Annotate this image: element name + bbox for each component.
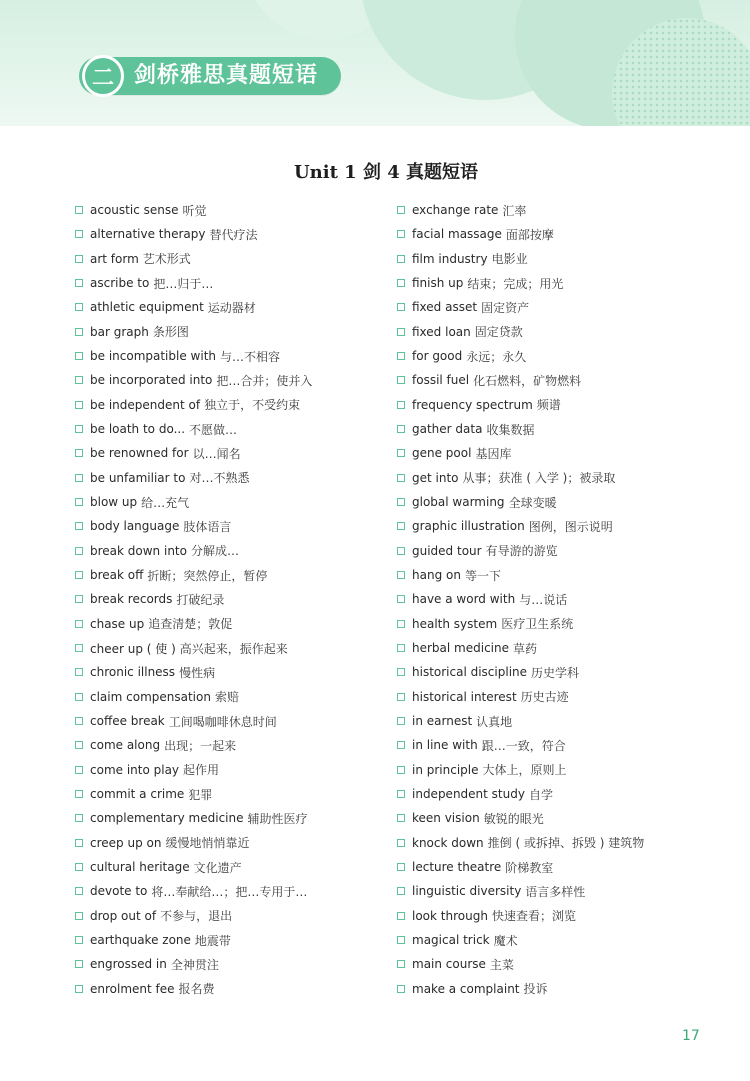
phrase-chinese: 基因库 xyxy=(475,446,512,461)
phrase-item xyxy=(75,222,385,246)
phrase-chinese: 面部按摩 xyxy=(505,227,554,242)
phrase-chinese: 高兴起来，振作起来 xyxy=(179,641,288,656)
checkbox-icon[interactable] xyxy=(397,668,405,676)
checkbox-icon[interactable] xyxy=(75,547,83,555)
phrase-item xyxy=(397,806,727,830)
checkbox-icon[interactable] xyxy=(397,279,405,287)
phrase-chinese: 永远；永久 xyxy=(466,349,527,364)
section-number-badge: 二 xyxy=(82,55,124,97)
phrase-item xyxy=(397,320,727,344)
phrase-english: art form xyxy=(90,251,139,266)
phrase-english: be loath to do... xyxy=(90,422,186,437)
checkbox-icon[interactable] xyxy=(397,960,405,968)
phrase-chinese: 固定贷款 xyxy=(474,325,523,340)
checkbox-icon[interactable] xyxy=(75,766,83,774)
phrase-english: get into xyxy=(412,470,459,485)
phrase-list-left xyxy=(75,198,385,1001)
phrase-chinese: 全球变暖 xyxy=(508,495,557,510)
phrase-english: gene pool xyxy=(412,446,472,461)
phrase-chinese: 把…合并；使并入 xyxy=(216,373,313,388)
checkbox-icon[interactable] xyxy=(397,522,405,530)
phrase-chinese: 图例，图示说明 xyxy=(528,519,613,534)
phrase-chinese: 不参与，退出 xyxy=(160,909,233,924)
phrase-item xyxy=(397,271,727,295)
phrase-item xyxy=(75,320,385,344)
phrase-chinese: 以…闻名 xyxy=(192,446,241,461)
phrase-item xyxy=(75,831,385,855)
checkbox-icon[interactable] xyxy=(397,474,405,482)
phrase-chinese: 收集数据 xyxy=(486,422,535,437)
phrase-english: exchange rate xyxy=(412,203,499,218)
phrase-chinese: 折断；突然停止，暂停 xyxy=(147,568,268,583)
phrase-english: complementary medicine xyxy=(90,811,244,826)
phrase-english: claim compensation xyxy=(90,689,211,704)
phrase-english: coffee break xyxy=(90,714,165,729)
checkbox-icon[interactable] xyxy=(397,352,405,360)
checkbox-icon[interactable] xyxy=(397,620,405,628)
phrase-english: body language xyxy=(90,519,180,534)
checkbox-icon[interactable] xyxy=(75,839,83,847)
phrase-item xyxy=(75,563,385,587)
phrase-chinese: 缓慢地悄悄靠近 xyxy=(165,836,250,851)
checkbox-icon[interactable] xyxy=(397,206,405,214)
phrase-english: for good xyxy=(412,349,463,364)
phrase-item xyxy=(75,733,385,757)
phrase-chinese: 起作用 xyxy=(183,763,220,778)
checkbox-icon[interactable] xyxy=(75,230,83,238)
checkbox-icon[interactable] xyxy=(397,571,405,579)
checkbox-icon[interactable] xyxy=(75,814,83,822)
checkbox-icon[interactable] xyxy=(75,352,83,360)
phrase-chinese: 历史古迹 xyxy=(520,690,569,705)
checkbox-icon[interactable] xyxy=(75,425,83,433)
phrase-english: magical trick xyxy=(412,933,490,947)
phrase-chinese: 推倒 ( 或拆掉、拆毁 ) 建筑物 xyxy=(487,836,645,851)
phrase-item xyxy=(397,952,727,976)
phrase-item xyxy=(75,904,385,928)
phrase-chinese: 听觉 xyxy=(182,203,207,218)
phrase-item xyxy=(75,612,385,636)
phrase-english: acoustic sense xyxy=(90,203,179,218)
phrase-english: finish up xyxy=(412,276,464,291)
phrase-item xyxy=(397,831,727,855)
phrase-english: chronic illness xyxy=(90,665,176,680)
phrase-chinese: 化石燃料，矿物燃料 xyxy=(473,373,582,388)
checkbox-icon[interactable] xyxy=(397,741,405,749)
phrase-item xyxy=(397,685,727,709)
phrase-chinese: 等一下 xyxy=(464,568,501,583)
phrase-item xyxy=(397,198,727,222)
unit-heading: Unit 1 剑 4 真题短语 xyxy=(293,162,479,183)
phrase-english: come into play xyxy=(90,762,180,777)
phrase-english: be incompatible with xyxy=(90,349,216,364)
phrase-english: health system xyxy=(412,616,498,631)
phrase-item xyxy=(397,709,727,733)
phrase-chinese: 频谱 xyxy=(536,398,561,413)
phrase-item xyxy=(397,587,727,611)
checkbox-icon[interactable] xyxy=(75,887,83,895)
phrase-chinese: 条形图 xyxy=(152,325,189,340)
phrase-chinese: 与…说话 xyxy=(519,592,568,607)
checkbox-icon[interactable] xyxy=(397,644,405,652)
checkbox-icon[interactable] xyxy=(75,790,83,798)
phrase-chinese: 魔术 xyxy=(493,933,518,948)
phrase-chinese: 电影业 xyxy=(491,252,528,267)
phrase-list-right xyxy=(397,198,727,1001)
phrase-english: break off xyxy=(90,568,144,583)
phrase-item xyxy=(397,539,727,563)
checkbox-icon[interactable] xyxy=(397,449,405,457)
checkbox-icon[interactable] xyxy=(75,693,83,701)
phrase-item xyxy=(75,685,385,709)
checkbox-icon[interactable] xyxy=(75,960,83,968)
phrase-item xyxy=(397,660,727,684)
phrase-english: fixed loan xyxy=(412,324,471,339)
phrase-english: be independent of xyxy=(90,397,201,412)
phrase-item xyxy=(397,563,727,587)
phrase-english: earthquake zone xyxy=(90,933,191,947)
phrase-item xyxy=(397,222,727,246)
phrase-chinese: 索赔 xyxy=(214,690,239,705)
checkbox-icon[interactable] xyxy=(75,912,83,920)
phrase-english: historical interest xyxy=(412,689,517,704)
phrase-english: break records xyxy=(90,592,173,607)
checkbox-icon[interactable] xyxy=(397,790,405,798)
phrase-chinese: 慢性病 xyxy=(179,665,216,680)
phrase-english: chase up xyxy=(90,616,145,631)
phrase-item xyxy=(397,368,727,392)
page-number: 17 xyxy=(682,1028,700,1044)
checkbox-icon[interactable] xyxy=(75,595,83,603)
phrase-chinese: 辅助性医疗 xyxy=(247,811,308,826)
checkbox-icon[interactable] xyxy=(397,547,405,555)
phrase-english: main course xyxy=(412,957,486,972)
checkbox-icon[interactable] xyxy=(397,425,405,433)
phrase-chinese: 打破纪录 xyxy=(176,592,225,607)
phrase-chinese: 不愿做… xyxy=(189,422,238,437)
phrase-item xyxy=(75,441,385,465)
phrase-chinese: 历史学科 xyxy=(531,665,580,680)
phrase-chinese: 主菜 xyxy=(489,957,514,972)
phrase-english: frequency spectrum xyxy=(412,397,533,412)
phrase-item xyxy=(75,928,385,952)
checkbox-icon[interactable] xyxy=(397,328,405,336)
phrase-item xyxy=(397,879,727,903)
phrase-english: historical discipline xyxy=(412,665,528,680)
phrase-english: graphic illustration xyxy=(412,519,525,534)
phrase-item xyxy=(75,539,385,563)
checkbox-icon[interactable] xyxy=(397,595,405,603)
phrase-item xyxy=(397,490,727,514)
phrase-english: fixed asset xyxy=(412,300,478,315)
phrase-english: in principle xyxy=(412,762,479,777)
checkbox-icon[interactable] xyxy=(397,863,405,871)
phrase-chinese: 替代疗法 xyxy=(209,227,258,242)
checkbox-icon[interactable] xyxy=(397,766,405,774)
phrase-item xyxy=(75,587,385,611)
phrase-english: knock down xyxy=(412,835,484,850)
phrase-chinese: 分解成… xyxy=(190,544,239,559)
phrase-item xyxy=(397,977,727,1001)
phrase-item xyxy=(397,295,727,319)
phrase-chinese: 跟…一致，符合 xyxy=(481,738,566,753)
phrase-chinese: 犯罪 xyxy=(188,787,213,802)
phrase-item xyxy=(75,295,385,319)
phrase-english: enrolment fee xyxy=(90,981,175,996)
phrase-item xyxy=(397,733,727,757)
phrase-chinese: 固定资产 xyxy=(481,300,530,315)
phrase-chinese: 投诉 xyxy=(523,982,548,997)
phrase-chinese: 地震带 xyxy=(194,933,231,948)
checkbox-icon[interactable] xyxy=(75,498,83,506)
phrase-english: cultural heritage xyxy=(90,860,190,875)
header-banner xyxy=(0,0,750,126)
phrase-english: be unfamiliar to xyxy=(90,470,186,485)
phrase-english: athletic equipment xyxy=(90,300,204,315)
phrase-chinese: 文化遗产 xyxy=(193,860,242,875)
phrase-item xyxy=(397,393,727,417)
phrase-english: come along xyxy=(90,738,161,753)
checkbox-icon[interactable] xyxy=(75,279,83,287)
phrase-chinese: 独立于，不受约束 xyxy=(204,398,301,413)
phrase-english: fossil fuel xyxy=(412,373,470,388)
phrase-chinese: 工间喝咖啡休息时间 xyxy=(168,714,277,729)
phrase-item xyxy=(397,636,727,660)
phrase-chinese: 结束；完成；用光 xyxy=(467,276,564,291)
phrase-english: global warming xyxy=(412,495,505,510)
phrase-item xyxy=(75,782,385,806)
phrase-item xyxy=(75,393,385,417)
phrase-chinese: 有导游的游览 xyxy=(485,544,558,559)
phrase-item xyxy=(397,441,727,465)
checkbox-icon[interactable] xyxy=(75,863,83,871)
checkbox-icon[interactable] xyxy=(397,255,405,263)
phrase-item xyxy=(75,490,385,514)
phrase-chinese: 艺术形式 xyxy=(142,252,191,267)
checkbox-icon[interactable] xyxy=(75,985,83,993)
phrase-chinese: 认真地 xyxy=(476,714,513,729)
checkbox-icon[interactable] xyxy=(75,401,83,409)
phrase-english: hang on xyxy=(412,568,461,583)
phrase-english: gather data xyxy=(412,422,483,437)
phrase-chinese: 语言多样性 xyxy=(525,884,586,899)
phrase-english: lecture theatre xyxy=(412,860,502,875)
phrase-chinese: 出现；一起来 xyxy=(164,738,237,753)
phrase-chinese: 运动器材 xyxy=(207,300,256,315)
phrase-chinese: 对…不熟悉 xyxy=(189,471,250,486)
phrase-english: cheer up ( 使 ) xyxy=(90,641,176,656)
checkbox-icon[interactable] xyxy=(75,376,83,384)
checkbox-icon[interactable] xyxy=(75,741,83,749)
phrase-item xyxy=(75,271,385,295)
phrase-english: break down into xyxy=(90,543,187,558)
checkbox-icon[interactable] xyxy=(75,303,83,311)
phrase-chinese: 与…不相容 xyxy=(220,349,281,364)
checkbox-icon[interactable] xyxy=(75,255,83,263)
checkbox-icon[interactable] xyxy=(75,571,83,579)
phrase-english: keen vision xyxy=(412,811,480,826)
phrase-item xyxy=(397,612,727,636)
phrase-item xyxy=(75,879,385,903)
phrase-chinese: 草药 xyxy=(512,641,537,656)
checkbox-icon[interactable] xyxy=(75,717,83,725)
phrase-chinese: 肢体语言 xyxy=(183,519,232,534)
phrase-chinese: 将…奉献给…；把…专用于… xyxy=(151,884,308,899)
phrase-chinese: 大体上，原则上 xyxy=(482,763,567,778)
checkbox-icon[interactable] xyxy=(397,985,405,993)
phrase-item xyxy=(75,660,385,684)
checkbox-icon[interactable] xyxy=(75,936,83,944)
phrase-english: be incorporated into xyxy=(90,373,213,388)
phrase-english: commit a crime xyxy=(90,787,185,802)
checkbox-icon[interactable] xyxy=(397,401,405,409)
phrase-item xyxy=(75,417,385,441)
phrase-chinese: 自学 xyxy=(528,787,553,802)
phrase-chinese: 快速查看；浏览 xyxy=(491,909,576,924)
checkbox-icon[interactable] xyxy=(397,717,405,725)
phrase-english: be renowned for xyxy=(90,446,189,461)
phrase-chinese: 报名费 xyxy=(178,982,215,997)
checkbox-icon[interactable] xyxy=(75,474,83,482)
phrase-english: film industry xyxy=(412,251,488,266)
phrase-english: bar graph xyxy=(90,324,149,339)
checkbox-icon[interactable] xyxy=(75,328,83,336)
checkbox-icon[interactable] xyxy=(397,814,405,822)
phrase-item xyxy=(75,758,385,782)
phrase-item xyxy=(75,806,385,830)
checkbox-icon[interactable] xyxy=(397,912,405,920)
phrase-chinese: 从事；获准 ( 入学 )；被录取 xyxy=(462,471,616,486)
phrase-chinese: 医疗卫生系统 xyxy=(501,617,574,632)
phrase-chinese: 汇率 xyxy=(502,203,527,218)
phrase-english: engrossed in xyxy=(90,957,167,972)
phrase-english: herbal medicine xyxy=(412,641,509,656)
phrase-item xyxy=(397,247,727,271)
phrase-english: linguistic diversity xyxy=(412,884,522,899)
phrase-chinese: 全神贯注 xyxy=(170,957,219,972)
phrase-item xyxy=(397,855,727,879)
checkbox-icon[interactable] xyxy=(75,644,83,652)
phrase-item xyxy=(397,344,727,368)
phrase-item xyxy=(75,855,385,879)
phrase-item xyxy=(397,466,727,490)
phrase-item xyxy=(75,977,385,1001)
phrase-english: make a complaint xyxy=(412,981,520,996)
phrase-english: in earnest xyxy=(412,714,473,729)
phrase-english: in line with xyxy=(412,738,478,753)
checkbox-icon[interactable] xyxy=(75,522,83,530)
phrase-english: creep up on xyxy=(90,835,162,850)
phrase-item xyxy=(75,952,385,976)
phrase-item xyxy=(397,514,727,538)
phrase-item xyxy=(75,368,385,392)
phrase-item xyxy=(75,198,385,222)
checkbox-icon[interactable] xyxy=(397,303,405,311)
checkbox-icon[interactable] xyxy=(397,887,405,895)
phrase-chinese: 追查清楚；敦促 xyxy=(148,617,233,632)
checkbox-icon[interactable] xyxy=(397,376,405,384)
phrase-item xyxy=(75,344,385,368)
checkbox-icon[interactable] xyxy=(75,620,83,628)
phrase-english: independent study xyxy=(412,787,525,802)
phrase-item xyxy=(397,417,727,441)
phrase-english: have a word with xyxy=(412,592,516,607)
checkbox-icon[interactable] xyxy=(75,206,83,214)
phrase-english: drop out of xyxy=(90,908,157,923)
phrase-chinese: 阶梯教室 xyxy=(505,860,554,875)
checkbox-icon[interactable] xyxy=(75,668,83,676)
phrase-item xyxy=(75,247,385,271)
phrase-item xyxy=(75,514,385,538)
phrase-chinese: 把…归于… xyxy=(153,276,214,291)
phrase-item xyxy=(75,636,385,660)
phrase-english: blow up xyxy=(90,495,138,510)
checkbox-icon[interactable] xyxy=(397,693,405,701)
phrase-chinese: 敏锐的眼光 xyxy=(483,811,544,826)
checkbox-icon[interactable] xyxy=(75,449,83,457)
phrase-item xyxy=(397,758,727,782)
phrase-item xyxy=(397,782,727,806)
phrase-chinese: 给…充气 xyxy=(141,495,190,510)
phrase-english: alternative therapy xyxy=(90,227,206,242)
phrase-item xyxy=(397,904,727,928)
phrase-english: ascribe to xyxy=(90,276,150,291)
phrase-item xyxy=(75,466,385,490)
phrase-item xyxy=(75,709,385,733)
checkbox-icon[interactable] xyxy=(397,936,405,944)
phrase-english: facial massage xyxy=(412,227,502,242)
checkbox-icon[interactable] xyxy=(397,498,405,506)
checkbox-icon[interactable] xyxy=(397,839,405,847)
phrase-english: guided tour xyxy=(412,543,482,558)
checkbox-icon[interactable] xyxy=(397,230,405,238)
section-title: 剑桥雅思真题短语 xyxy=(134,63,319,88)
phrase-english: look through xyxy=(412,908,488,923)
phrase-english: devote to xyxy=(90,884,148,899)
phrase-item xyxy=(397,928,727,952)
